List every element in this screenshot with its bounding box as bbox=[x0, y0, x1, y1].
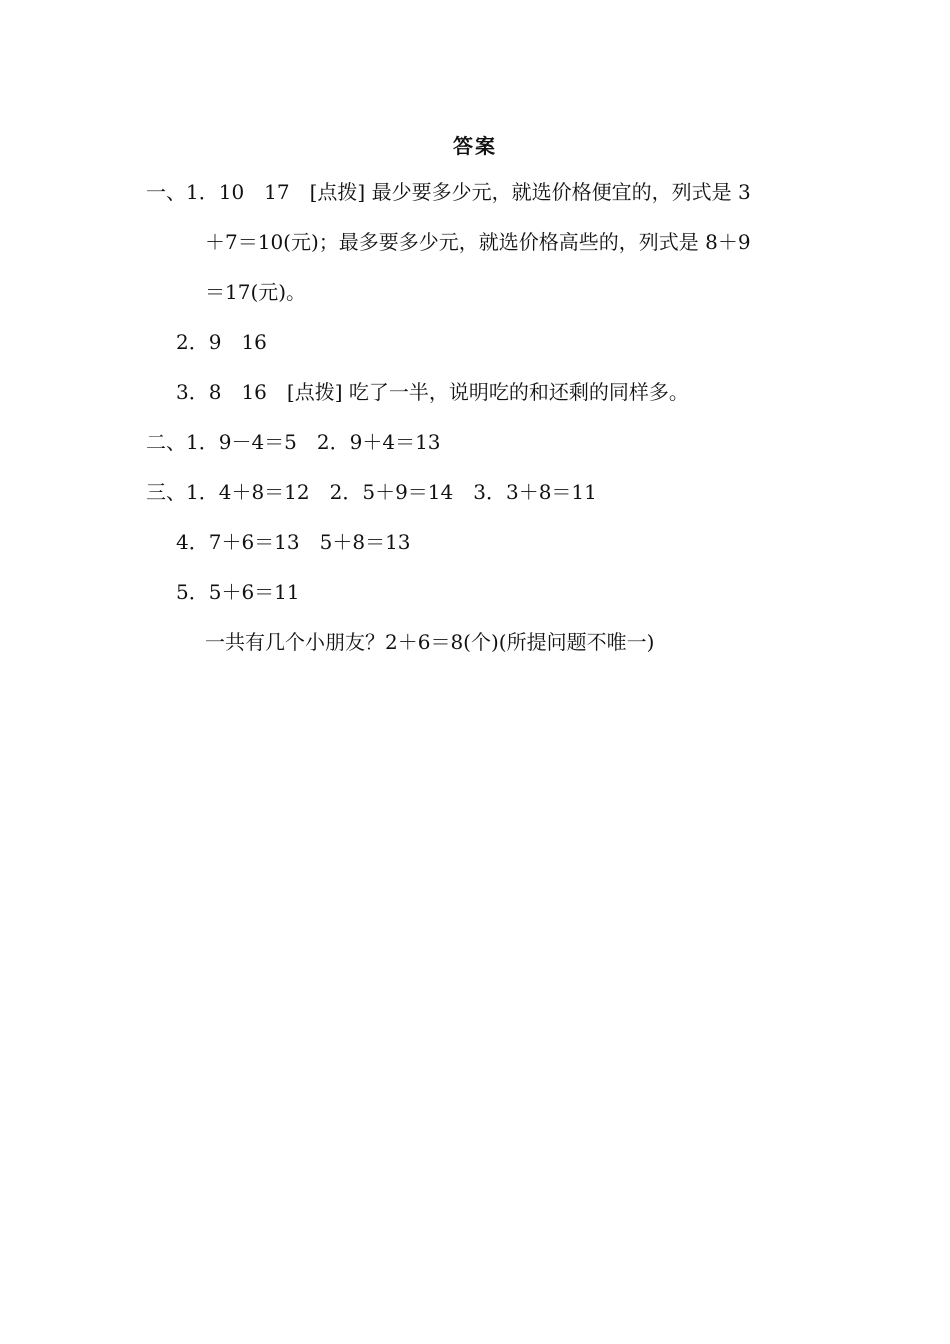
answer-section-1-item-1-line-1: 一、1．10 17 [点拨] 最少要多少元，就选价格便宜的，列式是 3 bbox=[146, 180, 751, 204]
answer-section-2: 二、1．9－4＝5 2．9＋4＝13 bbox=[146, 430, 441, 454]
answer-section-1-item-1-line-2: ＋7＝10(元)；最多要多少元，就选价格高些的，列式是 8＋9 bbox=[205, 230, 751, 254]
answer-section-3-items-1-3: 三、1．4＋8＝12 2．5＋9＝14 3．3＋8＝11 bbox=[146, 480, 597, 504]
answer-section-3-item-5: 5．5＋6＝11 bbox=[176, 580, 300, 604]
answer-section-3-item-4: 4．7＋6＝13 5＋8＝13 bbox=[176, 530, 411, 554]
answer-section-1-item-1-line-3: ＝17(元)。 bbox=[205, 280, 307, 304]
answer-section-1-item-2: 2．9 16 bbox=[176, 330, 267, 354]
answer-section-1-item-3: 3．8 16 [点拨] 吃了一半，说明吃的和还剩的同样多。 bbox=[176, 380, 689, 404]
page-title: 答案 bbox=[453, 134, 497, 158]
answer-section-3-item-5-question: 一共有几个小朋友？2＋6＝8(个)(所提问题不唯一) bbox=[205, 630, 655, 654]
